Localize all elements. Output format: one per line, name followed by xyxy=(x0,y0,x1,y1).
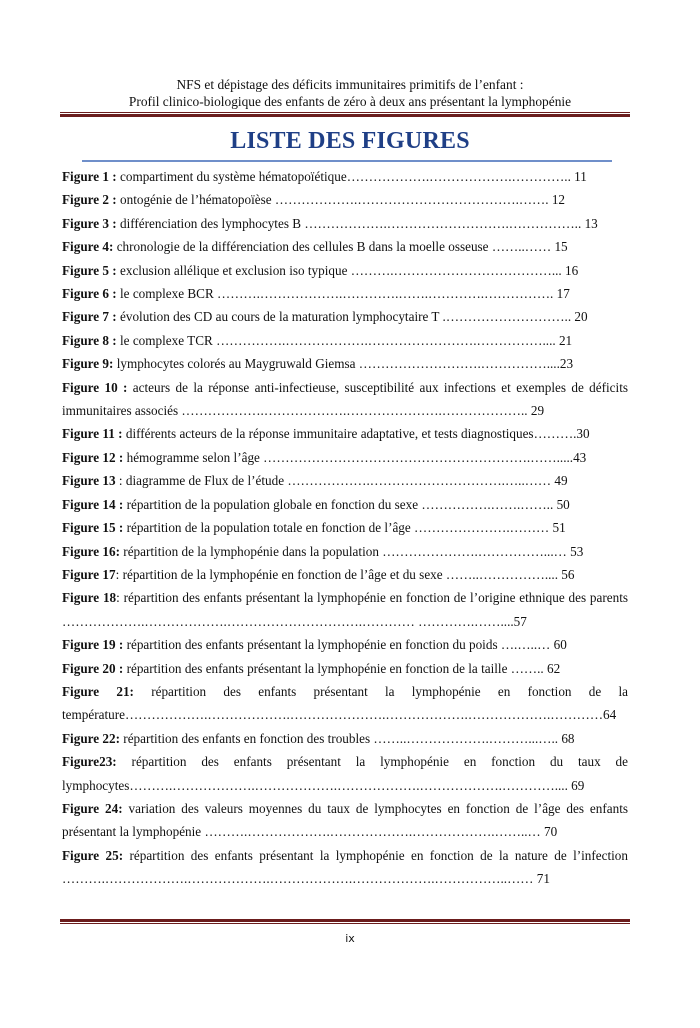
figure-entry[interactable] xyxy=(62,376,628,423)
figure-entry[interactable] xyxy=(62,165,628,188)
figure-title: répartition de la lymphopénie dans la population ………………….……………...… 53 xyxy=(120,543,584,559)
figure-title: différents acteurs de la réponse immunitaire adaptative, et tests diagnostiques……….30 xyxy=(122,426,590,442)
figure-label: Figure 22: xyxy=(62,730,120,746)
figure-entry[interactable] xyxy=(62,282,628,305)
figure-label: Figure 2 : xyxy=(62,192,117,208)
figure-title: lymphocytes colorés au Maygruwald Giemsa ……………………….……………....23 xyxy=(113,356,574,372)
figure-title: répartition de la population globale en fonction du sexe …………….…….…….. 50 xyxy=(123,496,570,512)
figure-title: hémogramme selon l’âge …………………………………………………….…….....43 xyxy=(123,449,587,465)
figure-label: Figure 18 xyxy=(62,590,117,606)
figure-label: Figure 14 : xyxy=(62,496,124,512)
figure-title: : diagramme de Flux de l’étude ……………….………………………….…..…… 49 xyxy=(115,473,568,489)
figure-label: Figure 13 xyxy=(62,473,116,489)
figure-title: variation des valeurs moyennes du taux de lymphocytes en fonction de l’âge des enfants présentant la lymphopénie ……….……………….……………….……………….……..… 70 xyxy=(62,800,628,840)
figure-label: Figure 20 : xyxy=(62,660,124,676)
figure-title: : répartition de la lymphopénie en fonction de l’âge et du sexe ……..…………….... 56 xyxy=(115,566,575,582)
figure-entry[interactable] xyxy=(62,727,628,750)
figure-title: répartition des enfants présentant la lymphopénie en fonction de la température……………….……………….………………….……………….……………….…………64 xyxy=(62,683,628,723)
figure-label: Figure 9: xyxy=(62,356,114,372)
figure-entry[interactable] xyxy=(62,305,628,328)
figure-title: évolution des CD au cours de la maturation lymphocytaire T .……………………….. 20 xyxy=(116,309,588,325)
page-number: ix xyxy=(345,932,355,945)
figure-entry[interactable] xyxy=(62,750,628,797)
figure-title: répartition des enfants en fonction des troubles ……..……………….………...….. 68 xyxy=(120,730,575,746)
running-header xyxy=(0,76,700,110)
figure-entry[interactable] xyxy=(62,329,628,352)
figure-label: Figure23: xyxy=(62,754,117,770)
footer-rule-thick xyxy=(60,919,630,922)
figure-title: répartition de la population totale en fonction de l’âge ………………….……… 51 xyxy=(123,520,566,536)
figure-label: Figure 24: xyxy=(62,800,123,816)
figure-label: Figure 7 : xyxy=(62,309,117,325)
header-line-1: NFS et dépistage des déficits immunitaires primitifs de l’enfant : xyxy=(176,77,524,92)
title-underline xyxy=(82,160,612,162)
figure-entry[interactable] xyxy=(62,540,628,563)
figure-label: Figure 15 : xyxy=(62,520,124,536)
figure-title: différenciation des lymphocytes B ……………….……………………….…………….. 13 xyxy=(116,215,598,231)
figure-entry[interactable] xyxy=(62,469,628,492)
figure-entry[interactable] xyxy=(62,259,628,282)
figure-label: Figure 1 : xyxy=(62,169,117,184)
figure-label: Figure 12 : xyxy=(62,449,124,465)
figure-title: ontogénie de l’hématopoïèse ……………….……………………………….……. 12 xyxy=(116,192,566,208)
figure-title: exclusion allélique et exclusion iso typique ……….………………………………... 16 xyxy=(116,262,579,278)
page-title: LISTE DES FIGURES xyxy=(230,128,470,154)
figure-label: Figure 3 : xyxy=(62,215,117,231)
figure-entry[interactable] xyxy=(62,352,628,375)
figure-entry[interactable] xyxy=(62,797,628,844)
header-line-2: Profil clinico-biologique des enfants de zéro à deux ans présentant la lymphopénie xyxy=(128,94,572,109)
figure-entry[interactable] xyxy=(62,235,628,258)
figure-label: Figure 8 : xyxy=(62,332,117,348)
figure-entry[interactable] xyxy=(62,188,628,211)
figure-title: chronologie de la différenciation des cellules B dans la moelle osseuse ……..…… 15 xyxy=(113,239,568,255)
footer-rule-thin xyxy=(60,923,630,924)
figure-title: répartition des enfants présentant la lymphopénie en fonction du taux de lymphocytes……….……………….……………….……………….……………….………….... 69 xyxy=(62,754,628,793)
figure-title: répartition des enfants présentant la lymphopénie en fonction du poids ….…..… 60 xyxy=(123,637,567,653)
header-rule-thin xyxy=(60,112,630,113)
figure-entry[interactable] xyxy=(62,516,628,539)
figure-title: le complexe BCR ……….……………….………….…….………….……………. 17 xyxy=(116,286,570,302)
figure-entry[interactable] xyxy=(62,680,628,727)
figure-label: Figure 21: xyxy=(62,683,134,699)
figure-entry[interactable] xyxy=(62,493,628,516)
figure-entry[interactable] xyxy=(62,586,628,633)
figure-entry[interactable] xyxy=(62,212,628,235)
figure-entry[interactable] xyxy=(62,657,628,680)
figure-label: Figure 6 : xyxy=(62,286,117,302)
figure-label: Figure 19 : xyxy=(62,637,124,653)
figure-entry[interactable] xyxy=(62,563,628,586)
header-rule-thick xyxy=(60,114,630,117)
figure-label: Figure 16: xyxy=(62,543,120,559)
figure-title: compartiment du système hématopoïétique……………….……………….………….. 11 xyxy=(116,169,587,184)
figure-title: acteurs de la réponse anti-infectieuse, susceptibilité aux infections et exemples de déficits immunitaires associés ……………….……………….………………….……………….. 29 xyxy=(62,379,628,419)
figure-title: : répartition des enfants présentant la lymphopénie en fonction de l’origine ethnique des parents ……………….……………….………………………….………… ………….……....57 xyxy=(62,590,628,629)
figure-label: Figure 4: xyxy=(62,239,114,255)
figure-label: Figure 11 : xyxy=(62,426,123,442)
figure-title: répartition des enfants présentant la lymphopénie en fonction de la nature de l’infection ……….……………….……………….……………….……………….……………..…… 71 xyxy=(62,847,628,887)
figure-entry[interactable] xyxy=(62,446,628,469)
figure-title: le complexe TCR …………….……………….…………………….…………….... 21 xyxy=(116,332,573,348)
figure-entry[interactable] xyxy=(62,422,628,445)
figure-label: Figure 17 xyxy=(62,566,116,582)
figure-list xyxy=(62,165,628,891)
figure-label: Figure 25: xyxy=(62,847,124,863)
figure-label: Figure 10 : xyxy=(62,379,128,395)
figure-entry[interactable] xyxy=(62,633,628,656)
figure-label: Figure 5 : xyxy=(62,262,117,278)
figure-entry[interactable] xyxy=(62,844,628,891)
figure-title: répartition des enfants présentant la lymphopénie en fonction de la taille …….. 62 xyxy=(123,660,561,676)
